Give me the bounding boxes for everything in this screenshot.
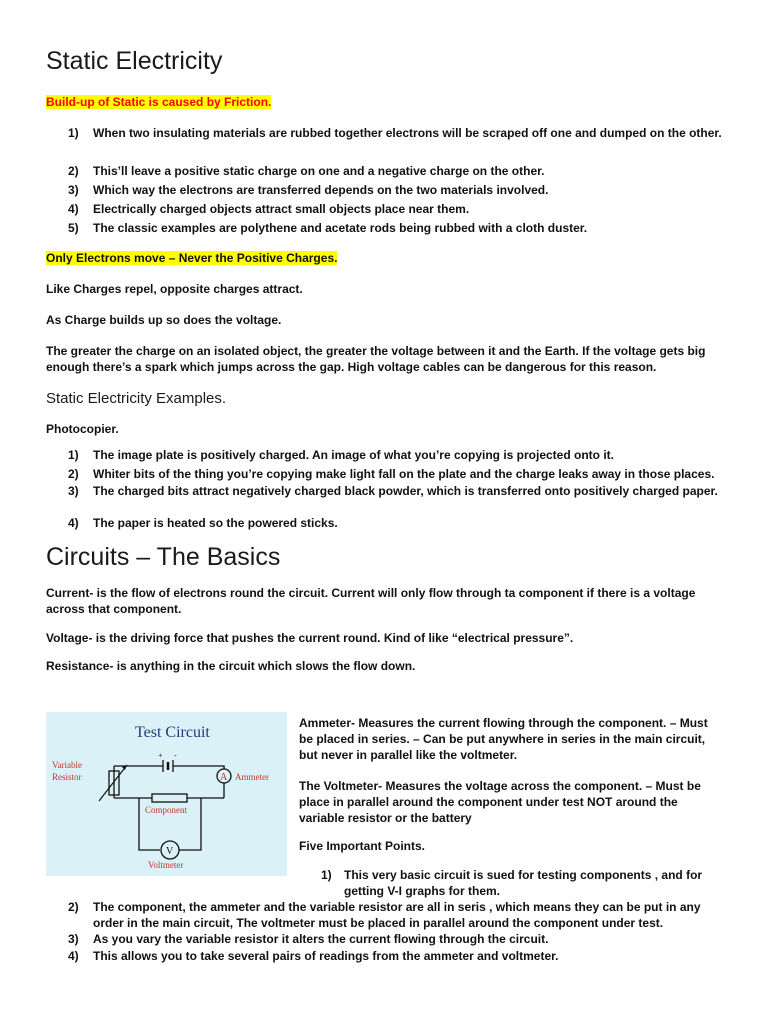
list-item (46, 220, 726, 239)
page-title: Static Electricity (46, 47, 223, 75)
list-number: 4) (68, 516, 79, 530)
examples-heading: Static Electricity Examples. (46, 390, 227, 407)
list-item (46, 483, 726, 515)
photocopier-list (46, 447, 726, 533)
voltmeter-label: Voltmeter (148, 860, 184, 870)
list-item (46, 515, 726, 533)
test-circuit-figure (46, 712, 287, 876)
list-number: 2) (68, 164, 79, 178)
list-text: When two insulating materials are rubbed together electrons will be scraped off one and dumped on the other. (93, 126, 722, 140)
paragraph: Like Charges repel, opposite charges attract. (46, 282, 303, 296)
friction-highlight-text: Build-up of Static is caused by Friction. (46, 95, 272, 109)
ammeter-paragraph: Ammeter- Measures the current flowing through the component. – Must be placed in series. – Can be put anywhere in series in the main circuit, but never in parallel like the voltmeter. (299, 716, 708, 762)
list-text: The paper is heated so the powered sticks. (93, 516, 338, 530)
variable-label: Variable (52, 760, 82, 770)
voltmeter-letter: V (166, 846, 174, 857)
resistor-label: Resistor (52, 772, 82, 782)
voltmeter-paragraph: The Voltmeter- Measures the voltage across the component. – Must be place in parallel around the component under test NOT around the variable resistor or the battery (299, 779, 701, 825)
list-number: 4) (68, 202, 79, 216)
five-points-list-first (299, 867, 723, 899)
list-item (46, 125, 726, 163)
battery-plus: + (158, 751, 163, 760)
list-item (46, 201, 726, 220)
circuits-heading: Circuits – The Basics (46, 543, 281, 571)
list-number: 1) (68, 126, 79, 140)
circuit-diagram (46, 712, 287, 876)
paragraph: Resistance- is anything in the circuit which slows the flow down. (46, 659, 416, 673)
list-number: 2) (68, 467, 79, 481)
component-label: Component (145, 805, 187, 815)
list-text: The classic examples are polythene and acetate rods being rubbed with a cloth duster. (93, 221, 588, 235)
list-text: Electrically charged objects attract small objects place near them. (93, 202, 470, 216)
list-item (299, 867, 723, 899)
paragraph: The greater the charge on an isolated object, the greater the voltage between it and the Earth. If the voltage gets big enough there’s a spark which jumps across the gap. High voltage cables can be dangerous for this reason. (46, 344, 706, 374)
ammeter-label: Ammeter (235, 772, 269, 782)
paragraph: Current- is the flow of electrons round the circuit. Current will only flow through ta component if there is a voltage across that component. (46, 586, 696, 616)
paragraph: Voltage- is the driving force that pushes the current round. Kind of like “electrical pressure”. (46, 631, 574, 645)
figure-title: Test Circuit (135, 724, 210, 741)
list-text: The charged bits attract negatively charged black powder, which is transferred onto positively charged paper. (93, 484, 718, 498)
list-item (46, 899, 726, 931)
list-text: Which way the electrons are transferred depends on the two materials involved. (93, 183, 549, 197)
list-text: This’ll leave a positive static charge on one and a negative charge on the other. (93, 164, 545, 178)
list-number: 2) (68, 900, 79, 914)
list-number: 1) (321, 868, 332, 882)
electrons-highlight (46, 250, 726, 266)
ammeter-letter: A (220, 772, 228, 783)
list-number: 3) (68, 484, 79, 498)
list-item (46, 948, 726, 965)
list-number: 5) (68, 221, 79, 235)
list-text: This very basic circuit is sued for testing components , and for getting V-I graphs for them. (344, 868, 703, 898)
list-text: Whiter bits of the thing you’re copying make light fall on the plate and the charge leaks away in those places. (93, 467, 715, 481)
list-number: 1) (68, 448, 79, 462)
list-text: The component, the ammeter and the variable resistor are all in seris , which means they can be put in any order in the main circuit, The voltmeter must be placed in parallel around the component under test. (93, 900, 701, 930)
list-text: The image plate is positively charged. An image of what you’re copying is projected onto it. (93, 448, 614, 462)
five-points-list-rest (46, 899, 726, 965)
battery-minus: - (174, 751, 177, 760)
five-points-label: Five Important Points. (299, 839, 426, 853)
electrons-highlight-text: Only Electrons move – Never the Positive Charges. (46, 251, 338, 265)
list-item (46, 447, 726, 466)
list-item (46, 466, 726, 483)
friction-highlight (46, 94, 726, 110)
wire (173, 766, 224, 767)
list-number: 3) (68, 932, 79, 946)
static-list (46, 125, 726, 239)
list-text: As you vary the variable resistor it alters the current flowing through the circuit. (93, 932, 549, 946)
list-number: 3) (68, 183, 79, 197)
list-text: This allows you to take several pairs of readings from the ammeter and voltmeter. (93, 949, 559, 963)
component-symbol (152, 794, 187, 802)
list-item (46, 163, 726, 182)
list-item (46, 182, 726, 201)
list-item (46, 931, 726, 948)
list-number: 4) (68, 949, 79, 963)
photocopier-label: Photocopier. (46, 422, 119, 436)
paragraph: As Charge builds up so does the voltage. (46, 313, 282, 327)
